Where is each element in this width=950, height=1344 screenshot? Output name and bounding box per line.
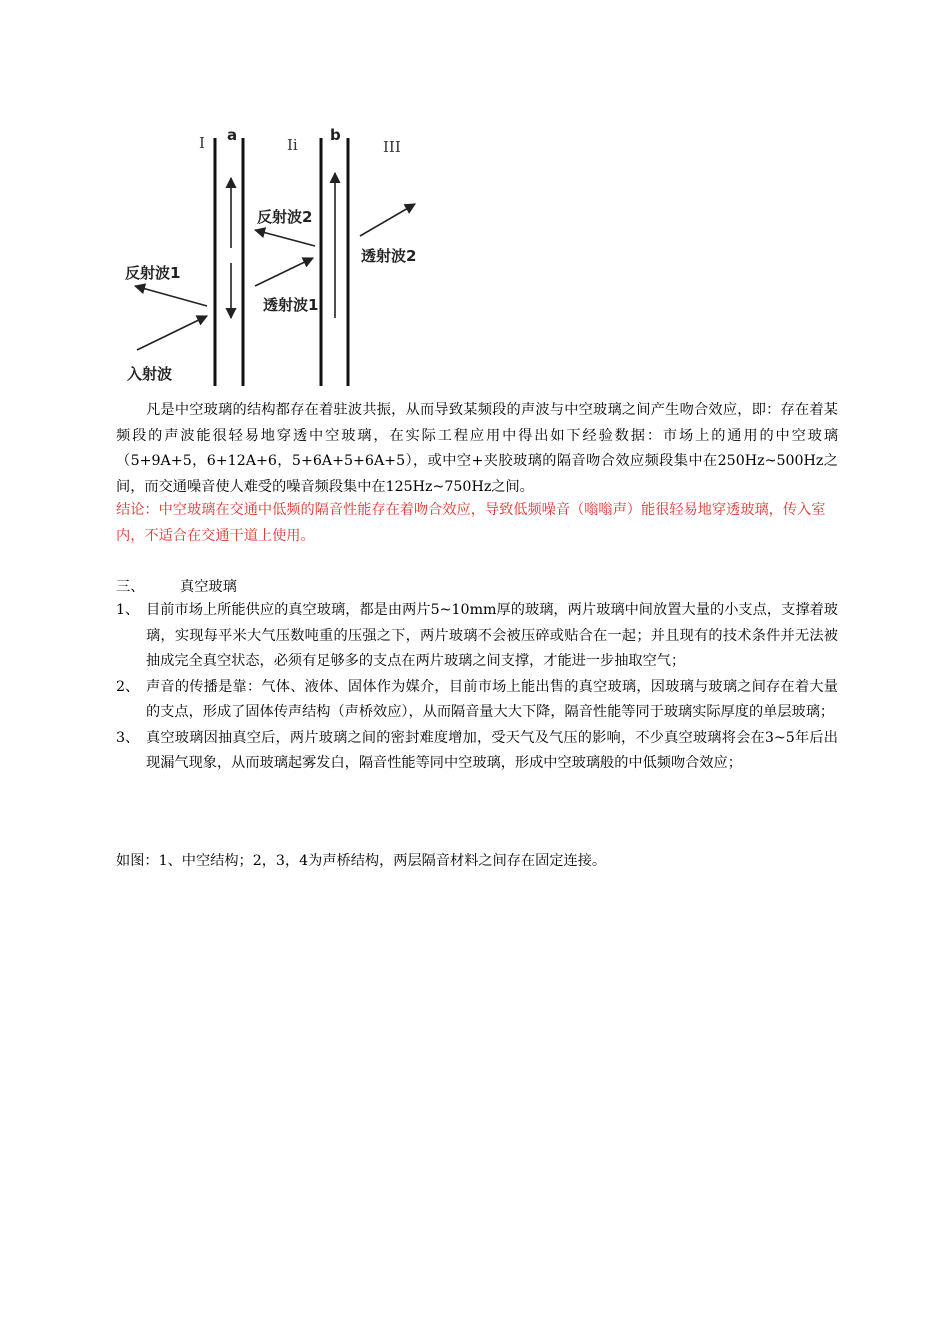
section-heading <box>116 575 838 601</box>
transmitted-wave-1-label: 透射波1 <box>263 296 319 314</box>
list-item-index: 2、 <box>116 678 140 695</box>
list-item-text: 真空玻璃因抽真空后，两片玻璃之间的密封难度增加，受天气及气压的影响，不少真空玻璃将会在3~5年后出现漏气现象，从而玻璃起雾发白，隔音性能等同中空玻璃，形成中空玻璃般的中低频吻合效应； <box>146 729 838 771</box>
region-2-label: Ii <box>287 136 298 154</box>
list-item-index: 1、 <box>116 602 140 618</box>
reflected-wave-2-label: 反射波2 <box>257 208 313 226</box>
list-item <box>116 726 838 777</box>
vacuum-glass-list <box>116 598 838 777</box>
section-number: 三、 <box>116 579 145 595</box>
paragraph-standing-wave: 凡是中空玻璃的结构都存在着驻波共振，从而导致某频段的声波与中空玻璃之间产生吻合效应，即：存在着某频段的声波能很轻易地穿透中空玻璃，在实际工程应用中得出如下经验数据：市场上的通用的中空玻璃（5+9A+5，6+12A+6，5+6A+5+6A+5），或中空+夹胶玻璃的隔音吻合效应频段集中在250Hz~500Hz之间，而交通噪音使人难受的噪音频段集中在125Hz~750Hz之间。 <box>116 402 838 495</box>
list-item <box>116 598 838 675</box>
transmitted-wave-2-arrow <box>360 204 415 236</box>
pane-b-label: b <box>330 126 341 144</box>
reflected-wave-1-label: 反射波1 <box>125 264 181 282</box>
conclusion-text: 结论：中空玻璃在交通中低频的隔音性能存在着吻合效应，导致低频噪音（嗡嗡声）能很轻易地穿透玻璃，传入室内，不适合在交通干道上使用。 <box>116 502 826 544</box>
incident-wave-arrow <box>137 316 207 350</box>
list-item-index: 3、 <box>116 729 140 746</box>
region-3-label: III <box>383 138 401 156</box>
transmitted-wave-1-arrow <box>255 258 313 286</box>
region-1-label: I <box>199 134 205 152</box>
wave-diagram-svg <box>115 118 445 393</box>
list-item <box>116 675 838 726</box>
reflected-wave-2-arrow <box>255 230 315 246</box>
pane-a-label: a <box>227 126 238 144</box>
list-item-text: 声音的传播是靠：气体、液体、固体作为媒介，目前市场上能出售的真空玻璃，因玻璃与玻璃之间存在着大量的支点，形成了固体传声结构（声桥效应），从而隔音量大大下降，隔音性能等同于玻璃实际厚度的单层玻璃； <box>146 678 838 720</box>
wave-diagram <box>115 118 445 393</box>
figure-note: 如图：1、中空结构；2，3，4为声桥结构，两层隔音材料之间存在固定连接。 <box>116 853 607 869</box>
reflected-wave-1-arrow <box>135 286 207 306</box>
section-title: 真空玻璃 <box>180 579 237 595</box>
list-item-text: 目前市场上所能供应的真空玻璃，都是由两片5~10mm厚的玻璃，两片玻璃中间放置大量的小支点，支撑着玻璃，实现每平米大气压数吨重的压强之下，两片玻璃不会被压碎或贴合在一起；并且现有的技术条件并无法被抽成完全真空状态，必须有足够多的支点在两片玻璃之间支撑，才能进一步抽取空气； <box>146 602 838 669</box>
transmitted-wave-2-label: 透射波2 <box>361 247 417 265</box>
incident-wave-label: 入射波 <box>127 365 173 383</box>
